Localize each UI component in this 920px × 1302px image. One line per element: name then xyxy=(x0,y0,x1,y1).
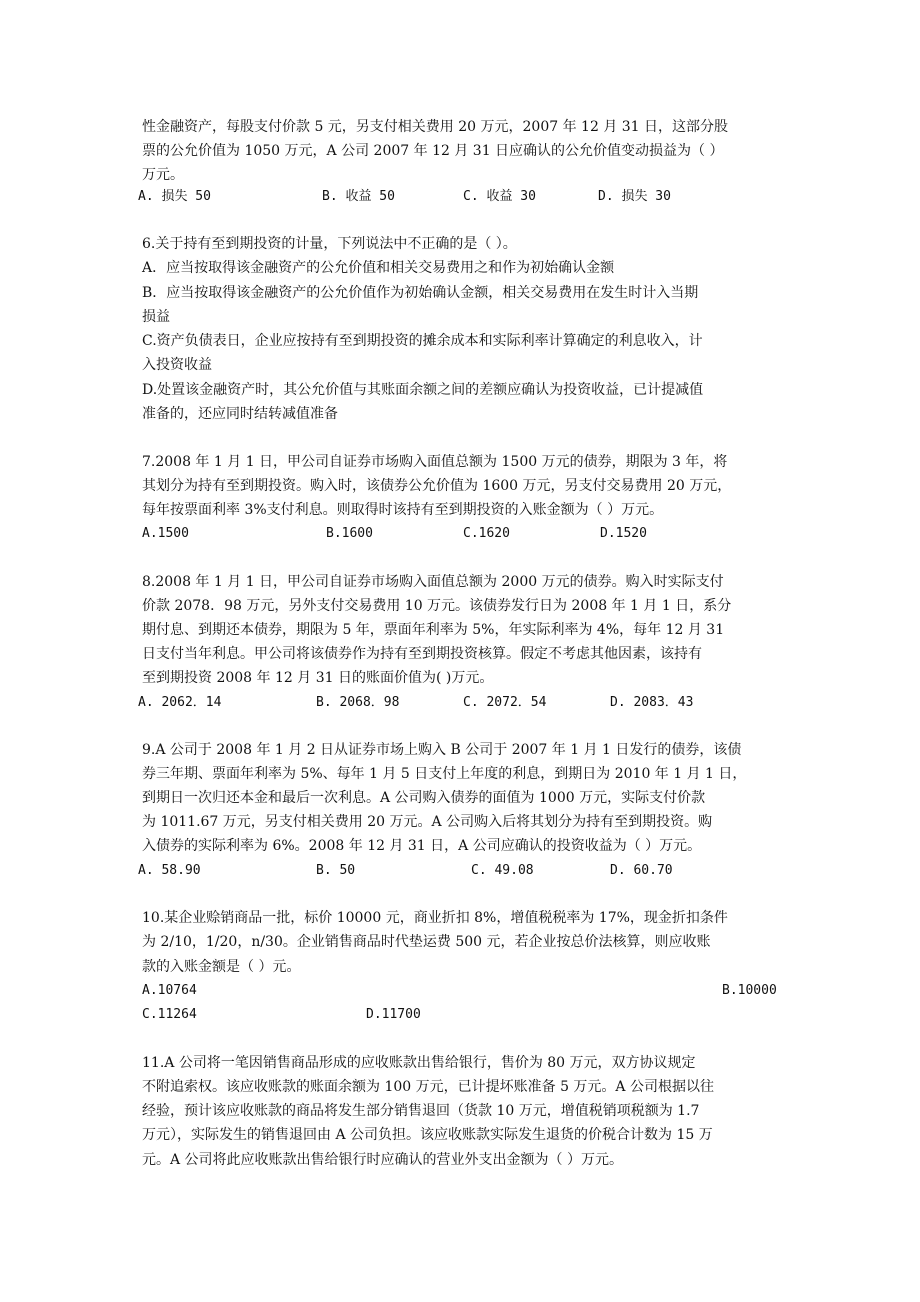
q8-option-a: A. 2062．14 xyxy=(138,695,222,710)
q9-option-c: C. 49.08 xyxy=(471,863,534,878)
q11-line-5: 元。A 公司将此应收账款出售给银行时应确认的营业外支出金额为（ ）万元。 xyxy=(142,1152,624,1168)
q7-line-1: 7.2008 年 1 月 1 日，甲公司自证券市场购入面值总额为 1500 万元的债券，期限为 3 年，将 xyxy=(142,454,728,470)
q10-line-2: 为 2/10，1/20，n/30。企业销售商品时代垫运费 500 元，若企业按总价法核算，则应收账 xyxy=(142,934,711,950)
q10-option-c: C.11264 xyxy=(142,1007,197,1022)
q11-line-2: 不附追索权。该应收账款的账面余额为 100 万元，已计提坏账准备 5 万元。A 公司根据以往 xyxy=(142,1079,714,1095)
q7-option-b: B.1600 xyxy=(326,526,373,541)
q8-line-3: 期付息、到期还本债券，期限为 5 年，票面年利率为 5%，年实际利率为 4%，每年 12 月 31 xyxy=(142,622,725,638)
q6-line-8: 准备的，还应同时结转减值准备 xyxy=(142,406,338,422)
q9-line-3: 到期日一次归还本金和最后一次利息。A 公司购入债券的面值为 1000 万元，实际支付价款 xyxy=(142,790,706,806)
q7-line-3: 每年按票面利率 3%支付利息。则取得时该持有至到期投资的入账金额为（ ）万元。 xyxy=(142,502,664,518)
intro-option-c: C. 收益 30 xyxy=(463,189,536,204)
intro-line-2: 票的公允价值为 1050 万元，A 公司 2007 年 12 月 31 日应确认的公允价值变动损益为（ ） xyxy=(142,143,724,159)
q9-option-a: A. 58.90 xyxy=(138,863,201,878)
q6-line-3: B．应当按取得该金融资产的公允价值作为初始确认金额，相关交易费用在发生时计入当期 xyxy=(142,285,699,301)
q8-option-d: D. 2083．43 xyxy=(610,695,694,710)
q7-option-c: C.1620 xyxy=(463,526,510,541)
q6-line-6: 入投资收益 xyxy=(142,357,212,373)
q8-line-5: 至到期投资 2008 年 12 月 31 日的账面价值为( )万元。 xyxy=(142,670,494,686)
q9-line-4: 为 1011.67 万元，另支付相关费用 20 万元。A 公司购入后将其划分为持有至到期投资。购 xyxy=(142,814,713,830)
q11-line-1: 11.A 公司将一笔因销售商品形成的应收账款出售给银行，售价为 80 万元，双方协议规定 xyxy=(142,1055,696,1071)
q9-line-5: 入债券的实际利率为 6%。2008 年 12 月 31 日，A 公司应确认的投资收益为（ ）万元。 xyxy=(142,838,702,854)
intro-line-3: 万元。 xyxy=(142,167,184,183)
q10-option-b: B.10000 xyxy=(722,983,777,998)
intro-option-d: D. 损失 30 xyxy=(598,189,671,204)
q6-line-1: 6.关于持有至到期投资的计量，下列说法中不正确的是（ ）。 xyxy=(142,236,517,252)
q11-line-3: 经验，预计该应收账款的商品将发生部分销售退回（货款 10 万元，增值税销项税额为 1.7 xyxy=(142,1103,700,1119)
q6-line-7: D.处置该金融资产时，其公允价值与其账面余额之间的差额应确认为投资收益，已计提减值 xyxy=(142,382,704,398)
q10-line-3: 款的入账金额是（ ）元。 xyxy=(142,959,301,975)
q9-line-1: 9.A 公司于 2008 年 1 月 2 日从证券市场上购入 B 公司于 2007 年 1 月 1 日发行的债券，该债 xyxy=(142,742,742,758)
q9-line-2: 券三年期、票面年利率为 5%、每年 1 月 5 日支付上年度的利息，到期日为 2010 年 1 月 1 日， xyxy=(142,766,747,782)
intro-line-1: 性金融资产，每股支付价款 5 元，另支付相关费用 20 万元，2007 年 12 月 31 日，这部分股 xyxy=(142,119,729,135)
q10-option-a: A.10764 xyxy=(142,983,197,998)
q9-option-b: B. 50 xyxy=(316,863,356,878)
q6-line-4: 损益 xyxy=(142,309,170,325)
q8-option-c: C. 2072．54 xyxy=(463,695,547,710)
q10-option-d: D.11700 xyxy=(366,1007,421,1022)
q8-line-4: 日支付当年利息。甲公司将该债券作为持有至到期投资核算。假定不考虑其他因素，该持有 xyxy=(142,646,702,662)
q6-line-5: C.资产负债表日，企业应按持有至到期投资的摊余成本和实际利率计算确定的利息收入，计 xyxy=(142,333,703,349)
q8-line-2: 价款 2078．98 万元，另外支付交易费用 10 万元。该债券发行日为 2008 年 1 月 1 日，系分 xyxy=(142,598,732,614)
q8-line-1: 8.2008 年 1 月 1 日，甲公司自证券市场购入面值总额为 2000 万元的债券。购入时实际支付 xyxy=(142,574,724,590)
q8-option-b: B. 2068．98 xyxy=(316,695,400,710)
q10-line-1: 10.某企业赊销商品一批，标价 10000 元，商业折扣 8%，增值税税率为 17%，现金折扣条件 xyxy=(142,910,728,926)
q7-option-a: A.1500 xyxy=(142,526,189,541)
q11-line-4: 万元），实际发生的销售退回由 A 公司负担。该应收账款实际发生退货的价税合计数为 15 万 xyxy=(142,1127,713,1143)
q9-option-d: D. 60.70 xyxy=(610,863,673,878)
q7-line-2: 其划分为持有至到期投资。购入时，该债券公允价值为 1600 万元，另支付交易费用 20 万元， xyxy=(142,478,732,494)
intro-option-b: B. 收益 50 xyxy=(322,189,395,204)
q7-option-d: D.1520 xyxy=(600,526,647,541)
intro-option-a: A. 损失 50 xyxy=(138,189,211,204)
q6-line-2: A．应当按取得该金融资产的公允价值和相关交易费用之和作为初始确认金额 xyxy=(142,260,615,276)
